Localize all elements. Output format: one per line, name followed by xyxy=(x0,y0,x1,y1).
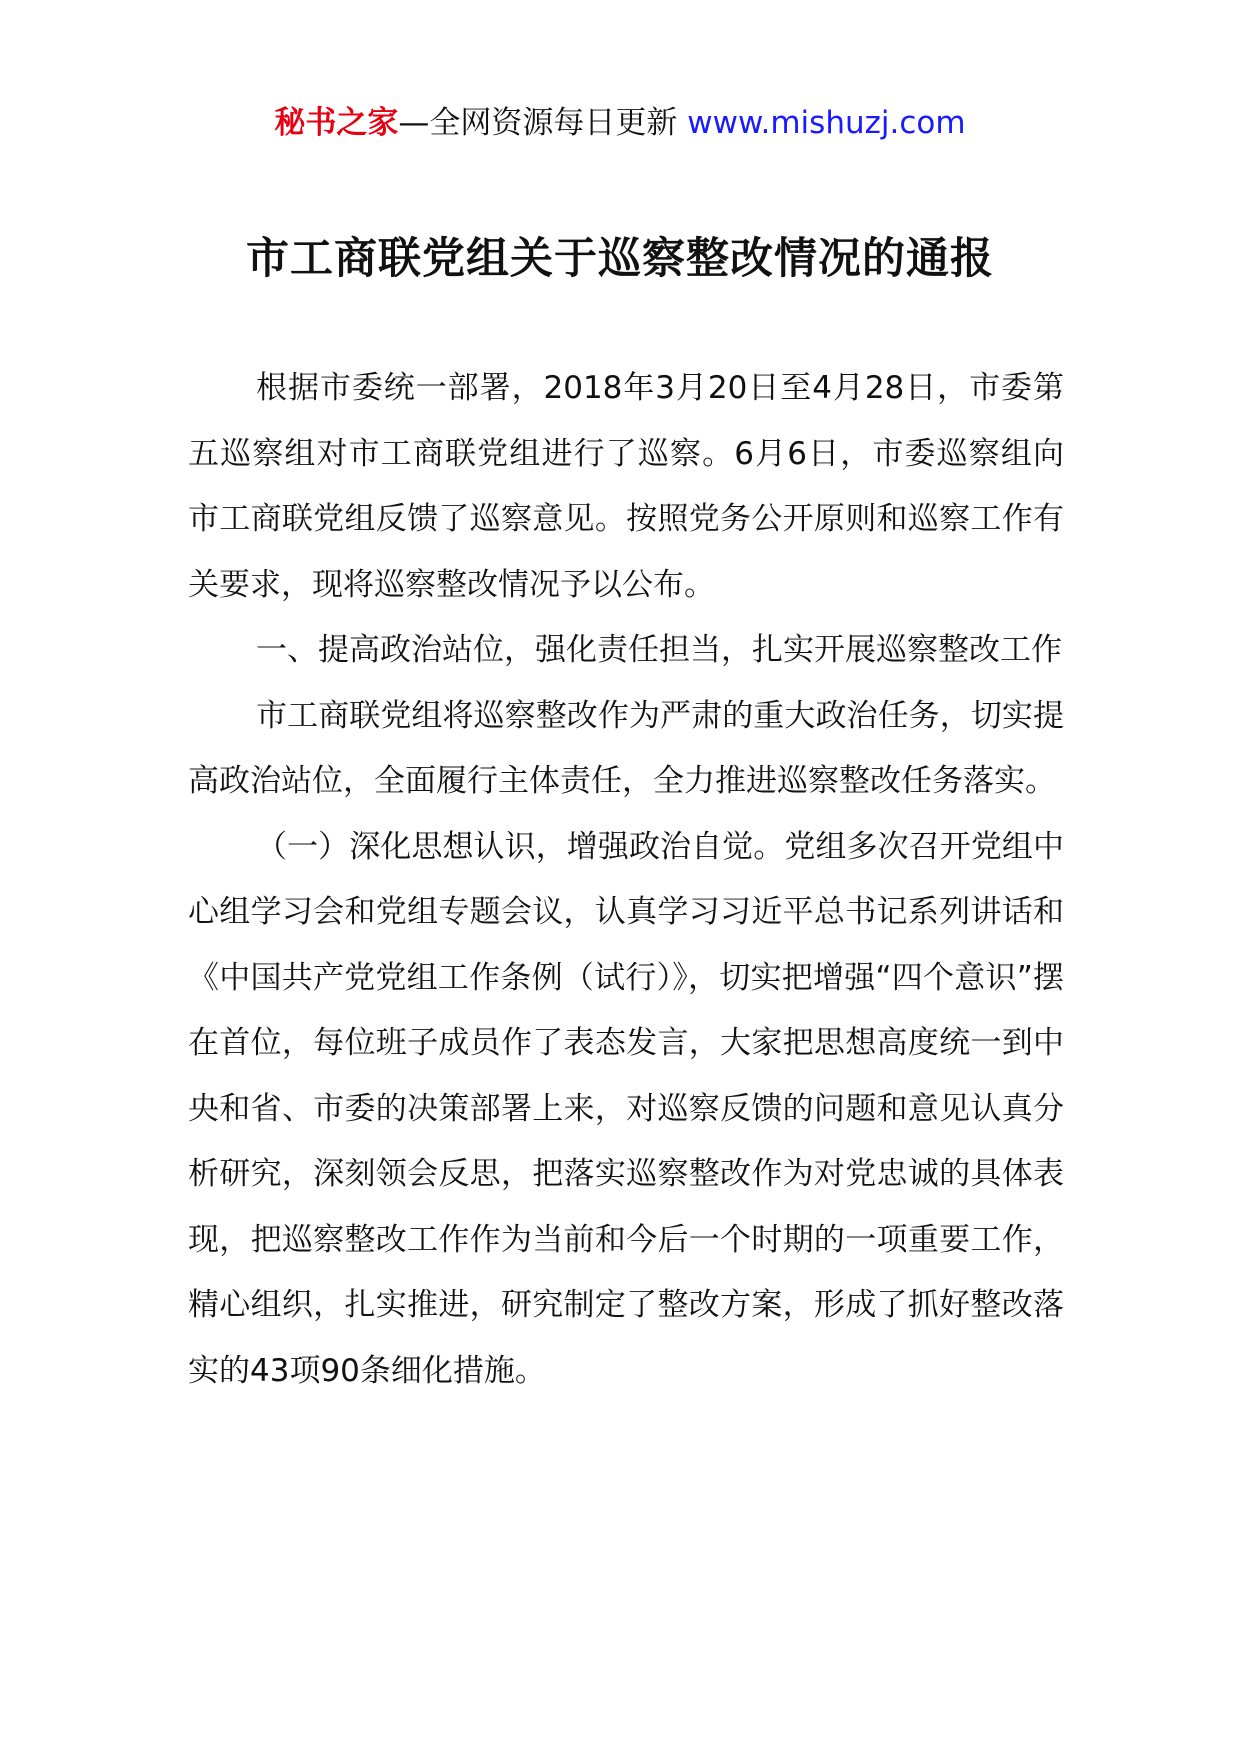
paragraph-section-1-summary: 市工商联党组将巡察整改作为严肃的重大政治任务，切实提高政治站位，全面履行主体责任，全力推进巡察整改任务落实。 xyxy=(188,697,1064,799)
paragraph-subsection-1: （一）深化思想认识，增强政治自觉。党组多次召开党组中心组学习会和党组专题会议，认真学习习近平总书记系列讲话和《中国共产党党组工作条例（试行）》，切实把增强“四个意识”摆在首位，每位班子成员作了表态发言，大家把思想高度统一到中央和省、市委的决策部署上来，对巡察反馈的问题和意见认真分析研究，深刻领会反思，把落实巡察整改作为对党忠诚的具体表现，把巡察整改工作作为当前和今后一个时期的一项重要工作，精心组织，扎实推进，研究制定了整改方案，形成了抓好整改落实的43项90条细化措施。 xyxy=(188,828,1064,1389)
paragraph-intro: 根据市委统一部署，2018年3月20日至4月28日，市委第五巡察组对市工商联党组进行了巡察。6月6日，市委巡察组向市工商联党组反馈了巡察意见。按照党务公开原则和巡察工作有关要求，现将巡察整改情况予以公布。 xyxy=(188,370,1064,603)
site-tagline: —全网资源每日更新 xyxy=(398,105,688,141)
document-body xyxy=(188,356,1064,1404)
document-title: 市工商联党组关于巡察整改情况的通报 xyxy=(246,234,994,284)
site-header xyxy=(0,100,1240,146)
site-name: 秘书之家 xyxy=(274,105,399,141)
section-heading-1: 一、提高政治站位，强化责任担当，扎实开展巡察整改工作 xyxy=(256,632,1062,668)
site-url-link[interactable]: www.mishuzj.com xyxy=(687,105,966,141)
